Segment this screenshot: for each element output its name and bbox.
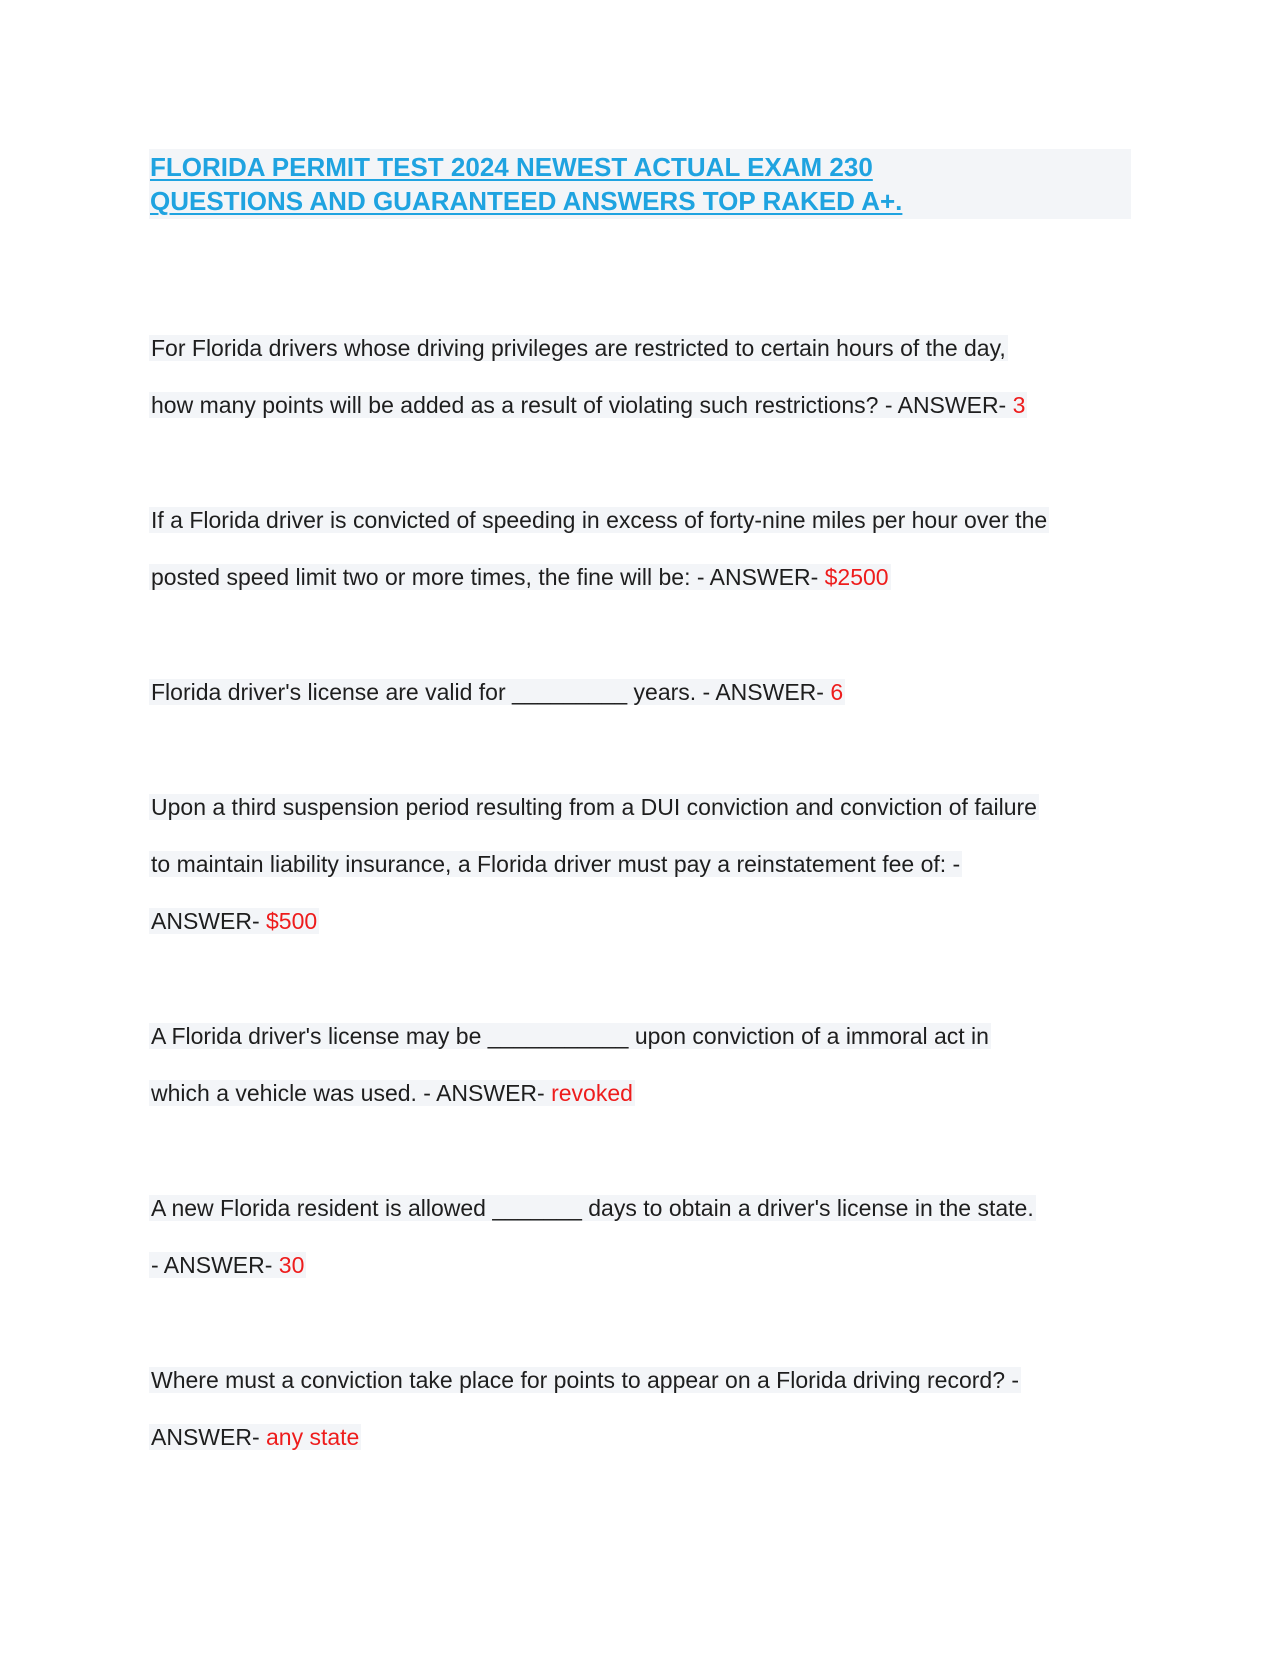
question-answer-highlight — [149, 564, 891, 590]
question-answer-highlight — [149, 1424, 361, 1450]
question-text: - ANSWER- — [151, 1252, 279, 1278]
question-text: Florida driver's license are valid for _________ years. - ANSWER- — [151, 679, 831, 705]
question-text: posted speed limit two or more times, the fine will be: - ANSWER- — [151, 564, 825, 590]
question-6-line-1 — [149, 1190, 1036, 1226]
question-2-line-1 — [149, 502, 1049, 538]
question-1-line-1 — [149, 330, 1008, 366]
question-7-line-1 — [149, 1362, 1021, 1398]
question-text: Where must a conviction take place for points to appear on a Florida driving record? - — [151, 1367, 1020, 1393]
question-3-line-1 — [149, 674, 845, 710]
question-text: ANSWER- — [151, 1424, 266, 1450]
answer-text: 6 — [830, 679, 844, 705]
question-2-line-2 — [149, 559, 891, 595]
question-4-line-1 — [149, 789, 1039, 825]
question-text: ANSWER- — [151, 908, 266, 934]
answer-text: $2500 — [824, 564, 889, 590]
question-5-line-1 — [149, 1018, 991, 1054]
answer-text: any state — [266, 1424, 360, 1450]
answer-text: revoked — [551, 1080, 633, 1106]
document-title-line-1: FLORIDA PERMIT TEST 2024 NEWEST ACTUAL EXAM 230 — [150, 152, 873, 182]
question-answer-highlight — [149, 392, 1027, 418]
question-text: how many points will be added as a result of violating such restrictions? - ANSWER- — [151, 392, 1013, 418]
question-text: to maintain liability insurance, a Florida driver must pay a reinstatement fee of: - — [151, 851, 961, 877]
question-4-line-3 — [149, 903, 319, 939]
answer-text: 30 — [278, 1252, 305, 1278]
question-6-line-2 — [149, 1247, 306, 1283]
document-title-line-2: QUESTIONS AND GUARANTEED ANSWERS TOP RAKED A+. — [150, 186, 903, 216]
question-answer-highlight — [149, 1080, 635, 1106]
question-text: Upon a third suspension period resulting from a DUI conviction and conviction of failure — [151, 794, 1037, 820]
question-answer-highlight — [149, 1252, 306, 1278]
question-7-line-2 — [149, 1419, 361, 1455]
question-1-line-2 — [149, 387, 1027, 423]
question-text: which a vehicle was used. - ANSWER- — [151, 1080, 552, 1106]
question-5-line-2 — [149, 1075, 635, 1111]
answer-text: $500 — [266, 908, 318, 934]
answer-text: 3 — [1012, 392, 1026, 418]
question-answer-highlight — [149, 679, 845, 705]
question-answer-highlight — [149, 908, 319, 934]
question-4-line-2 — [149, 846, 962, 882]
question-text: If a Florida driver is convicted of speeding in excess of forty-nine miles per hour over the — [151, 507, 1048, 533]
question-text: A Florida driver's license may be ___________ upon conviction of a immoral act in — [151, 1023, 989, 1049]
question-text: For Florida drivers whose driving privileges are restricted to certain hours of the day, — [151, 335, 1006, 361]
question-text: A new Florida resident is allowed _______ days to obtain a driver's license in the state. — [151, 1195, 1034, 1221]
